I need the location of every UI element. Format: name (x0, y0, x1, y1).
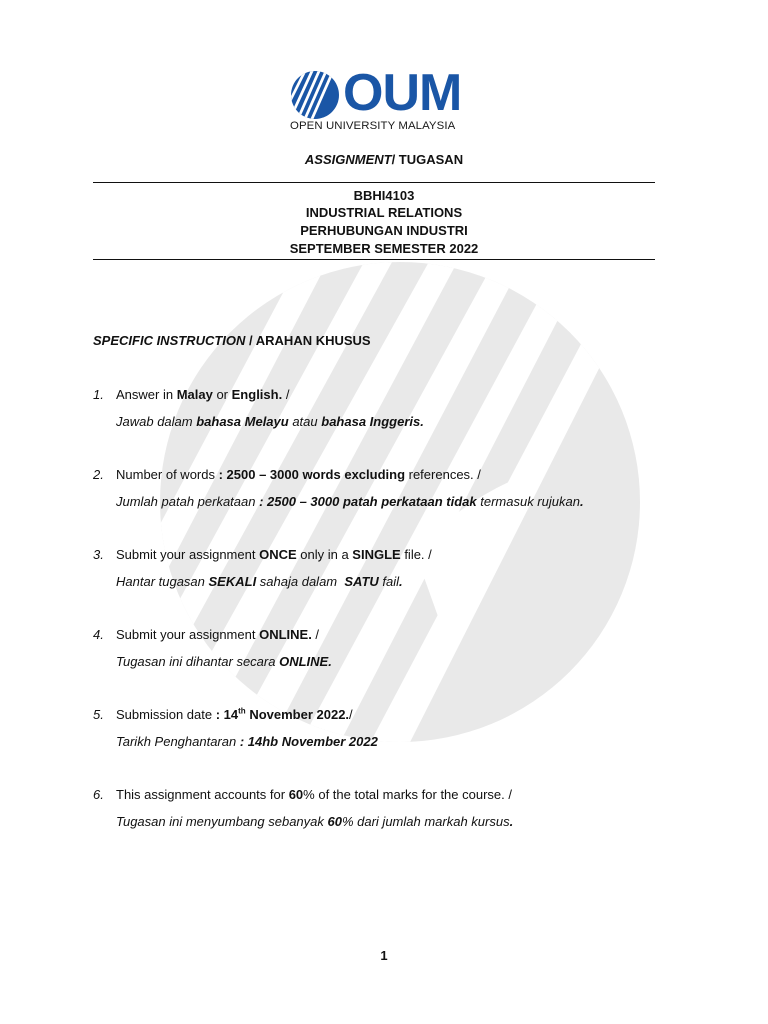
page-number: 1 (380, 948, 388, 963)
text-run: / (311, 627, 320, 642)
text-run-bold: : 14 (215, 707, 239, 722)
header-rule-top (93, 182, 655, 183)
text-run-bold: 60 (288, 787, 304, 802)
text-run-bold: SATU (344, 574, 379, 589)
text-run: Tugasan ini dihantar secara (116, 654, 280, 669)
text-run: Answer in (116, 387, 177, 402)
text-run-bold: : 14hb November 2022 (239, 734, 378, 749)
instructions-heading-en: SPECIFIC INSTRUCTION (93, 333, 246, 348)
text-run-bold: SEKALI (208, 574, 257, 589)
text-run: / (349, 707, 353, 722)
text-run: Submit your assignment (116, 547, 260, 562)
text-run-bold: . (509, 814, 514, 829)
oum-logo (290, 64, 480, 134)
text-run-bold: . (399, 574, 403, 589)
text-run-bold: : 2500 – 3000 words excluding (218, 467, 406, 482)
item-number: 1. (93, 387, 104, 402)
instructions-heading (93, 333, 693, 348)
item-text-en (116, 387, 289, 402)
item-number: 6. (93, 787, 104, 802)
text-run: only in a (296, 547, 353, 562)
text-run: % dari jumlah markah kursus (341, 814, 510, 829)
text-run: Jumlah patah perkataan (116, 494, 260, 509)
text-run: Jawab dalam (116, 414, 197, 429)
course-title-en: INDUSTRIAL RELATIONS (305, 205, 463, 220)
course-title-ms: PERHUBUNGAN INDUSTRI (300, 223, 468, 238)
instructions-heading-sep: / (245, 333, 256, 348)
text-run: termasuk rujukan (476, 494, 580, 509)
text-run-superscript: th (238, 706, 246, 716)
item-text-ms (116, 814, 513, 829)
item-number: 4. (93, 627, 104, 642)
text-run: / (282, 387, 290, 402)
text-run-bold: . (579, 494, 584, 509)
text-run: fail (378, 574, 400, 589)
item-text-en (116, 547, 432, 562)
text-run: Number of words (116, 467, 219, 482)
item-text-ms (116, 414, 424, 429)
header-rule-bottom (93, 259, 655, 260)
text-run: Submit your assignment (116, 627, 260, 642)
item-text-ms (116, 494, 584, 509)
text-run-bold: bahasa Inggeris. (321, 414, 424, 429)
assignment-title-en: ASSIGNMENT (304, 152, 392, 167)
text-run-bold: English. (231, 387, 283, 402)
item-text-en (116, 467, 481, 482)
text-run: or (212, 387, 232, 402)
text-run-bold: Malay (176, 387, 213, 402)
text-run-bold: SINGLE (352, 547, 401, 562)
text-run-bold: bahasa Melayu (196, 414, 289, 429)
item-number: 5. (93, 707, 104, 722)
course-code: BBHI4103 (353, 188, 415, 203)
item-text-ms (116, 574, 403, 589)
text-run: sahaja dalam (256, 574, 345, 589)
logo-subtitle: OPEN UNIVERSITY MALAYSIA (290, 120, 456, 132)
assignment-title (0, 152, 768, 167)
text-run-bold: ONLINE. (279, 654, 332, 669)
text-run-bold: November 2022. (245, 707, 350, 722)
text-run: Hantar tugasan (116, 574, 209, 589)
text-run-bold: 60 (327, 814, 342, 829)
assignment-title-ms: / TUGASAN (391, 152, 464, 167)
text-run-bold: : 2500 – 3000 patah perkataan tidak (259, 494, 477, 509)
item-text-en (116, 707, 353, 722)
instructions-heading-ms: ARAHAN KHUSUS (255, 333, 371, 348)
item-text-ms (116, 654, 332, 669)
semester: SEPTEMBER SEMESTER 2022 (289, 241, 479, 256)
item-number: 3. (93, 547, 104, 562)
text-run: Submission date (116, 707, 216, 722)
text-run: atau (288, 414, 322, 429)
text-run: Tugasan ini menyumbang sebanyak (116, 814, 328, 829)
text-run-bold: ONCE (259, 547, 297, 562)
oum-logo-mark-icon (290, 70, 340, 120)
item-number: 2. (93, 467, 104, 482)
item-text-en (116, 627, 319, 642)
text-run: references. / (405, 467, 481, 482)
text-run: Tarikh Penghantaran (116, 734, 240, 749)
item-text-en (116, 787, 512, 802)
logo-wordmark: OUM (343, 64, 462, 122)
text-run: file. / (400, 547, 432, 562)
text-run: % of the total marks for the course. / (303, 787, 512, 802)
item-text-ms (116, 734, 378, 749)
text-run-bold: ONLINE. (259, 627, 312, 642)
text-run: This assignment accounts for (116, 787, 289, 802)
